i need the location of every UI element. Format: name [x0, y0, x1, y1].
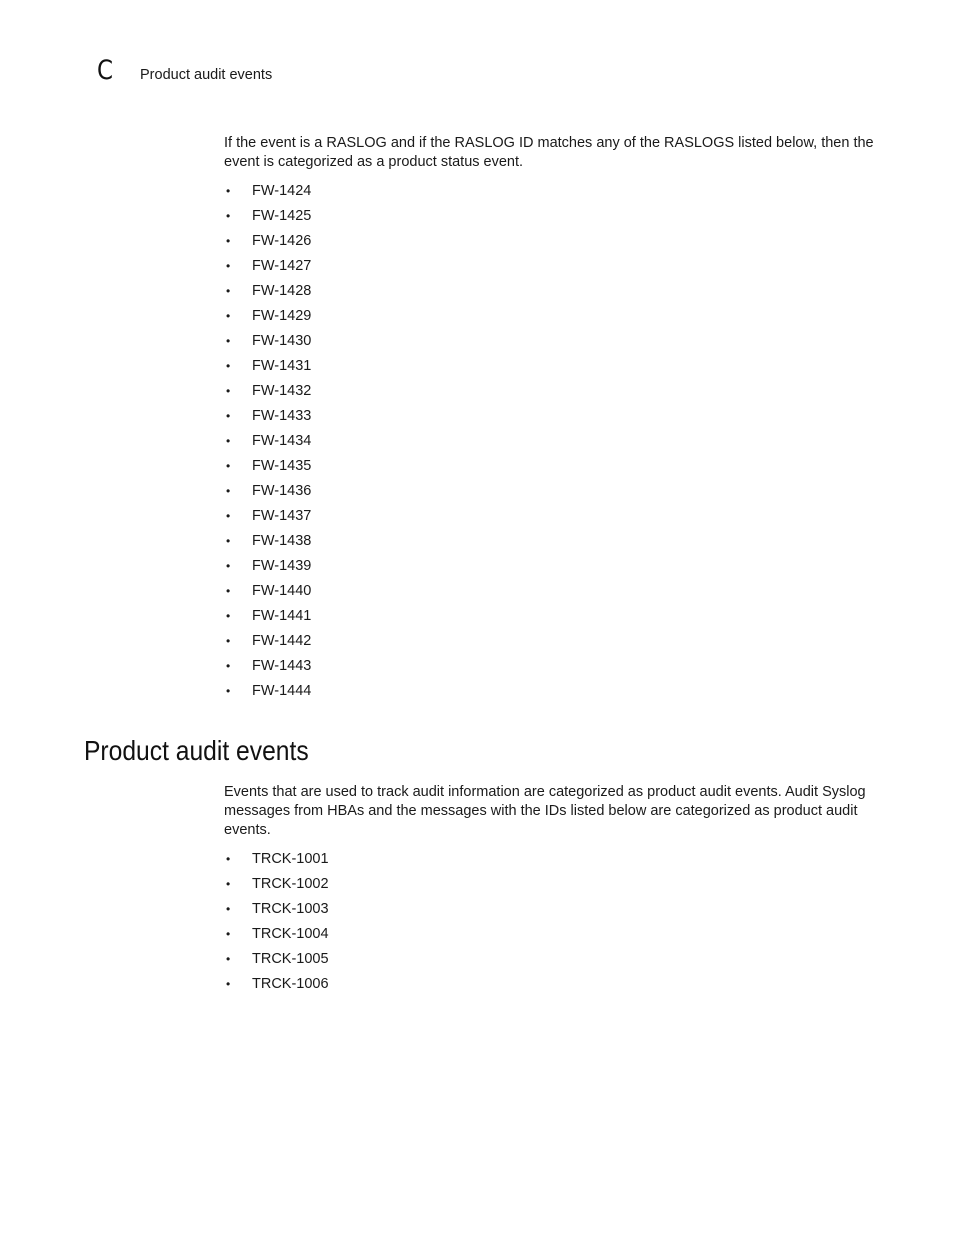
running-title: Product audit events — [140, 67, 273, 83]
list-item — [224, 253, 874, 278]
list-item-label: FW-1424 — [252, 182, 312, 199]
list-item — [224, 678, 874, 703]
list-item-label: FW-1431 — [252, 357, 312, 374]
list-item — [224, 478, 874, 503]
bullet-icon: • — [226, 683, 231, 698]
list-item — [224, 628, 874, 653]
list-item — [224, 378, 874, 403]
list-item-label: FW-1430 — [252, 332, 312, 349]
audit-intro: Events that are used to track audit information are categorized as product audit events. Audit Syslog messages from HBAs and the messages with the IDs listed below are categorized as product audit events. — [224, 784, 866, 838]
bullet-icon: • — [226, 283, 231, 298]
bullet-icon: • — [226, 508, 231, 523]
bullet-icon: • — [226, 183, 231, 198]
list-item — [224, 578, 874, 603]
status-intro: If the event is a RASLOG and if the RASLOG ID matches any of the RASLOGS listed below, then the event is categorized as a product status event. — [224, 135, 874, 170]
list-item — [224, 403, 874, 428]
list-item-label: FW-1441 — [252, 607, 312, 624]
bullet-icon: • — [226, 308, 231, 323]
list-item — [224, 603, 874, 628]
bullet-icon: • — [226, 483, 231, 498]
status-section — [224, 134, 874, 703]
bullet-icon: • — [226, 951, 231, 966]
page-header — [97, 56, 272, 86]
list-item — [224, 278, 874, 303]
list-item — [224, 846, 874, 871]
list-item-label: FW-1427 — [252, 257, 312, 274]
list-item — [224, 553, 874, 578]
list-item — [224, 228, 874, 253]
list-item — [224, 203, 874, 228]
bullet-icon: • — [226, 258, 231, 273]
list-item — [224, 328, 874, 353]
bullet-icon: • — [226, 408, 231, 423]
bullet-icon: • — [226, 233, 231, 248]
list-item-label: FW-1443 — [252, 657, 312, 674]
list-item-label: FW-1434 — [252, 432, 312, 449]
list-item — [224, 503, 874, 528]
list-item-label: FW-1426 — [252, 232, 312, 249]
section-heading: Product audit events — [84, 735, 309, 766]
list-item-label: FW-1432 — [252, 382, 312, 399]
list-item-label: FW-1442 — [252, 632, 312, 649]
audit-id-list — [224, 846, 874, 996]
list-item-label: FW-1428 — [252, 282, 312, 299]
list-item-label: TRCK-1002 — [252, 875, 329, 892]
list-item-label: FW-1436 — [252, 482, 312, 499]
bullet-icon: • — [226, 533, 231, 548]
chapter-letter: C — [97, 55, 114, 86]
bullet-icon: • — [226, 333, 231, 348]
list-item-label: FW-1444 — [252, 682, 312, 699]
list-item-label: FW-1429 — [252, 307, 312, 324]
list-item-label: FW-1440 — [252, 582, 312, 599]
bullet-icon: • — [226, 876, 231, 891]
bullet-icon: • — [226, 976, 231, 991]
list-item — [224, 178, 874, 203]
list-item — [224, 871, 874, 896]
list-item — [224, 453, 874, 478]
list-item-label: TRCK-1004 — [252, 925, 329, 942]
bullet-icon: • — [226, 358, 231, 373]
list-item-label: FW-1438 — [252, 532, 312, 549]
list-item-label: TRCK-1003 — [252, 900, 329, 917]
bullet-icon: • — [226, 658, 231, 673]
list-item-label: FW-1437 — [252, 507, 312, 524]
list-item — [224, 528, 874, 553]
list-item — [224, 896, 874, 921]
list-item-label: TRCK-1005 — [252, 950, 329, 967]
bullet-icon: • — [226, 851, 231, 866]
list-item — [224, 971, 874, 996]
list-item — [224, 946, 874, 971]
list-item — [224, 303, 874, 328]
list-item-label: TRCK-1006 — [252, 975, 329, 992]
bullet-icon: • — [226, 583, 231, 598]
list-item — [224, 353, 874, 378]
bullet-icon: • — [226, 208, 231, 223]
bullet-icon: • — [226, 383, 231, 398]
list-item-label: FW-1439 — [252, 557, 312, 574]
list-item-label: FW-1425 — [252, 207, 312, 224]
bullet-icon: • — [226, 926, 231, 941]
list-item — [224, 653, 874, 678]
list-item-label: TRCK-1001 — [252, 850, 329, 867]
bullet-icon: • — [226, 558, 231, 573]
list-item — [224, 921, 874, 946]
bullet-icon: • — [226, 433, 231, 448]
bullet-icon: • — [226, 633, 231, 648]
list-item-label: FW-1435 — [252, 457, 312, 474]
bullet-icon: • — [226, 608, 231, 623]
list-item-label: FW-1433 — [252, 407, 312, 424]
audit-section — [224, 783, 874, 996]
bullet-icon: • — [226, 901, 231, 916]
bullet-icon: • — [226, 458, 231, 473]
list-item — [224, 428, 874, 453]
status-raslog-list — [224, 178, 874, 703]
